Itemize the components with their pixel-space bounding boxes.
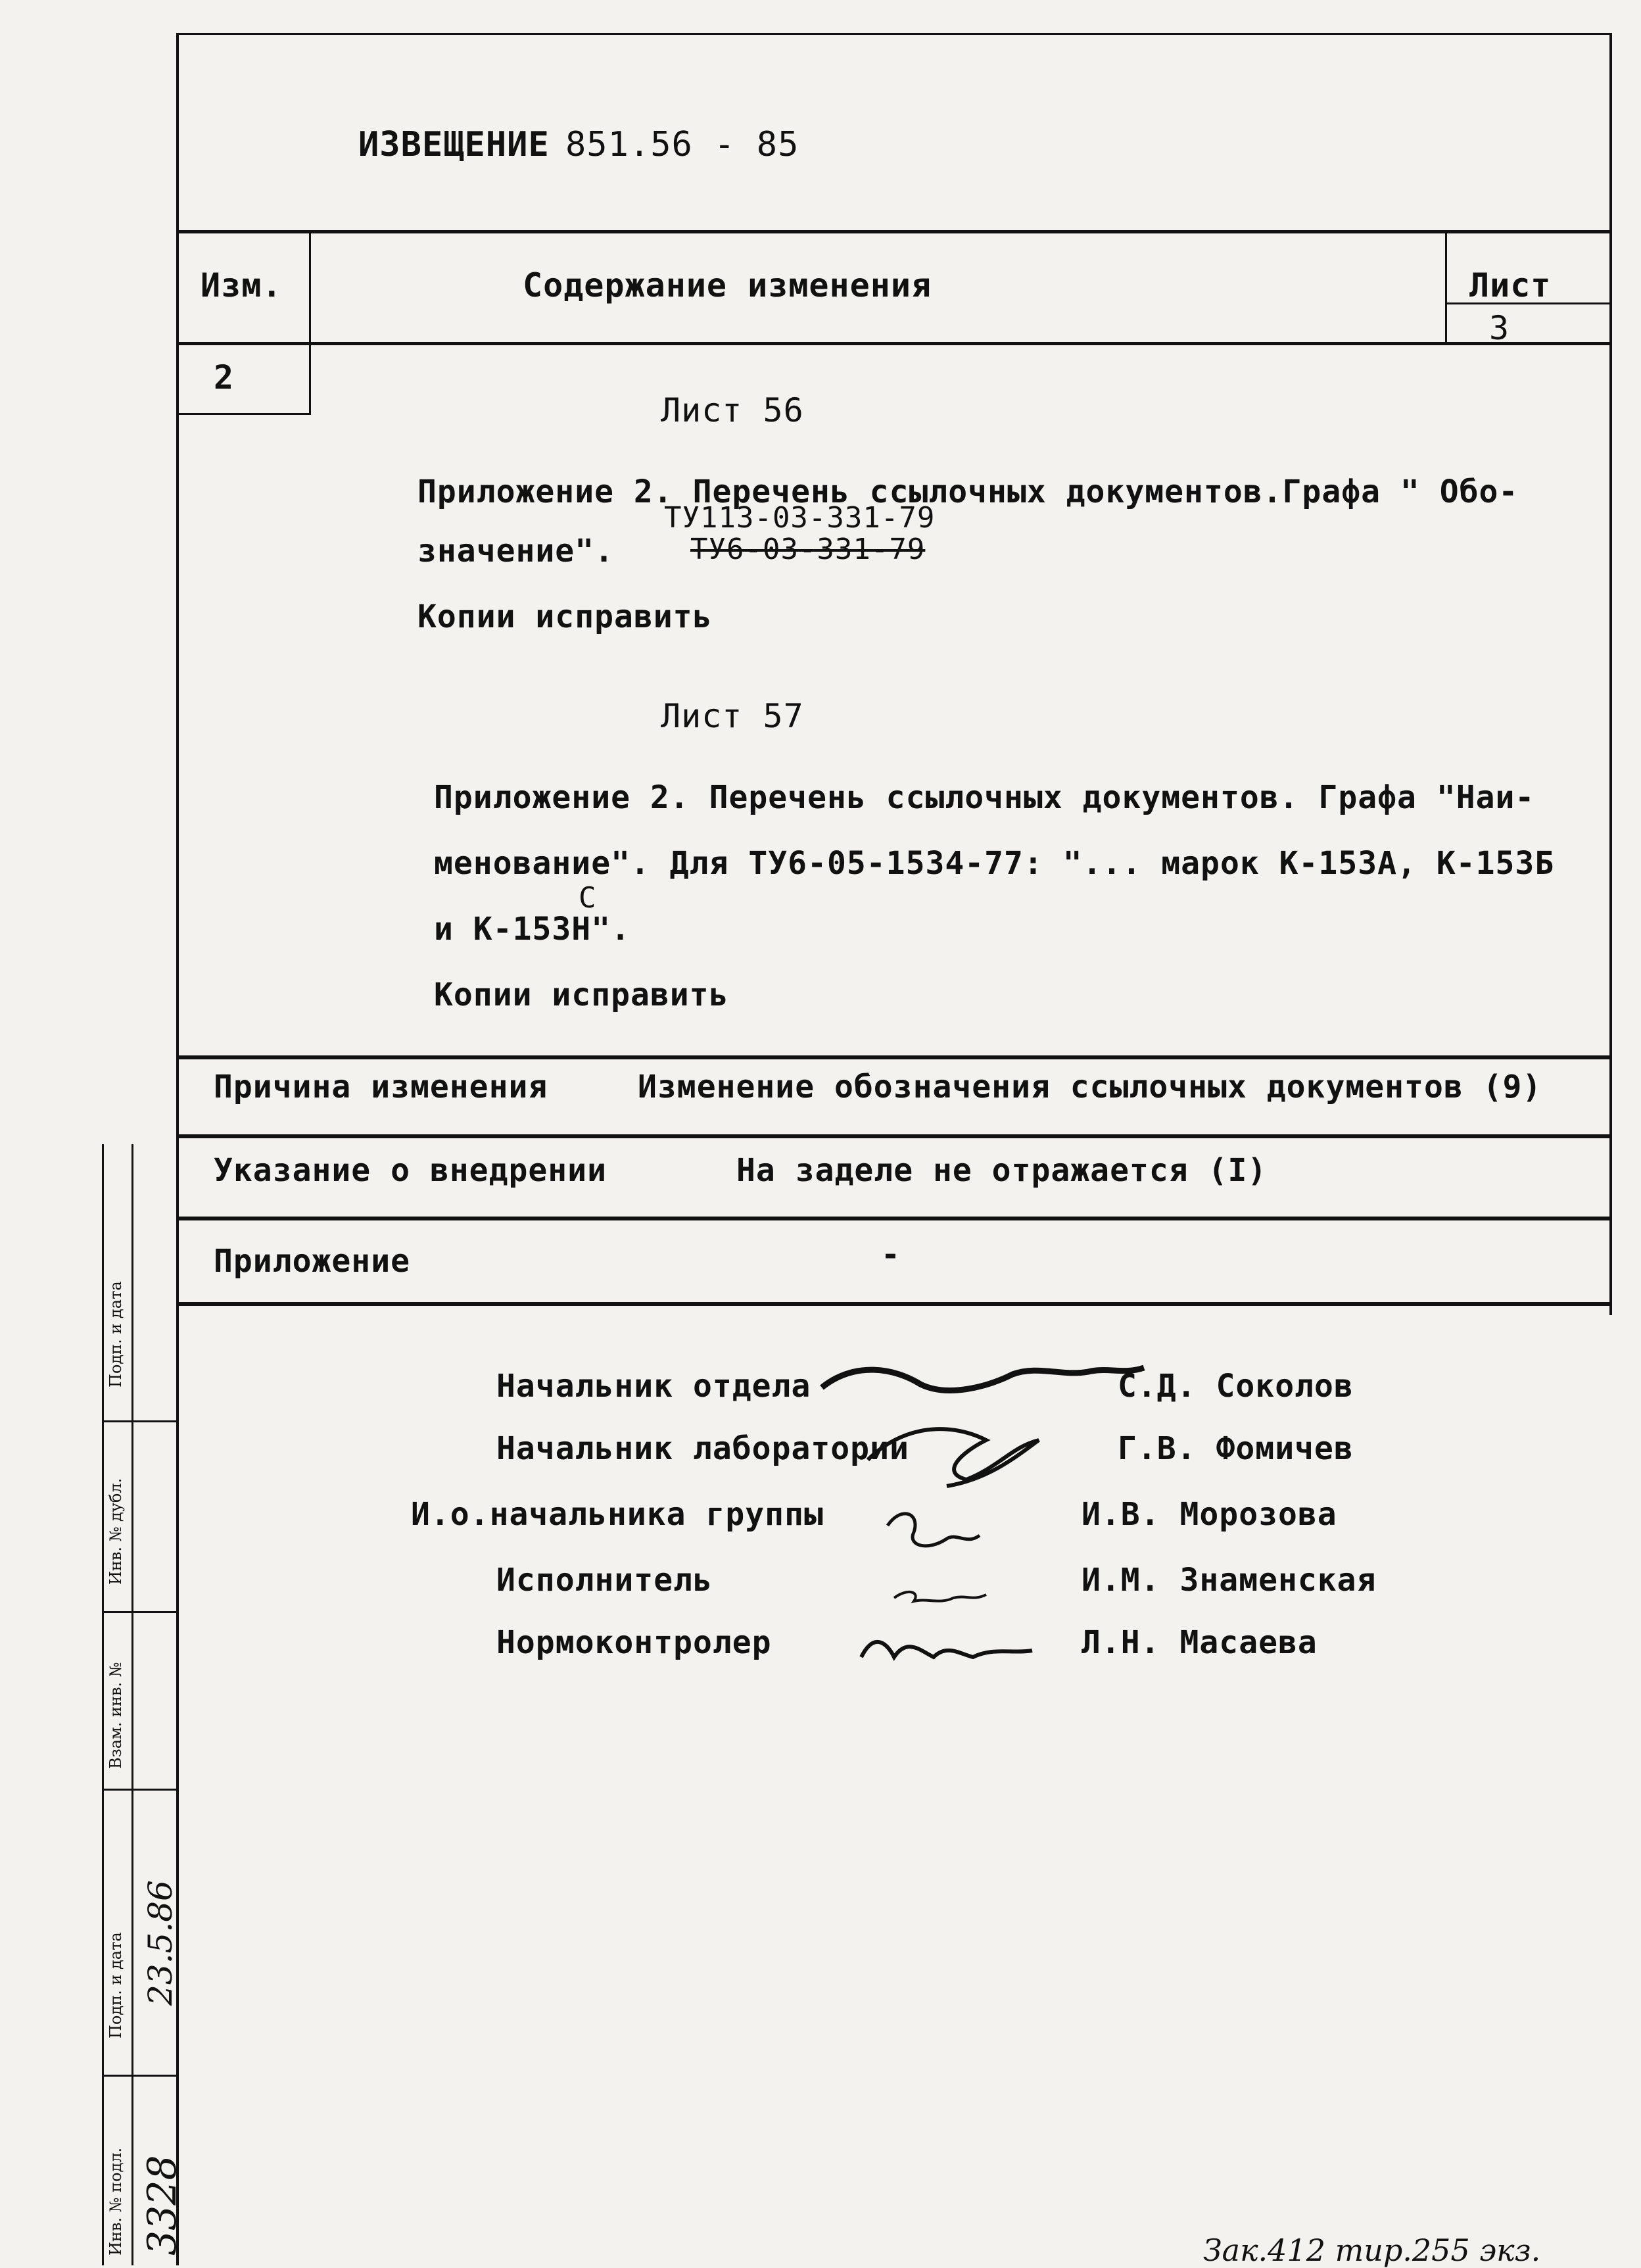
stamp-label-podp2: Подп. и дата [107,1932,125,2039]
signature-sokolov [822,1368,1144,1390]
reason-label: Причина изменения [214,1069,548,1105]
implementation-line-top [176,1134,1612,1138]
frame-top [176,33,1612,35]
p1-line2: значение". [417,533,614,569]
sheet-number: 3 [1489,309,1510,347]
sig-role-2: Начальник лаборатории [496,1430,909,1467]
p1-line1: Приложение 2. Перечень ссылочных документов.Графа " Обо- [417,473,1519,510]
p1-insert: ТУ113-03-331-79 [664,501,936,535]
p2-line1: Приложение 2. Перечень ссылочных документов. Графа "Наи- [434,779,1535,816]
col-divider-2 [1445,230,1447,345]
notice-number: 851.56 - 85 [565,125,799,164]
appendix-line-top [176,1217,1612,1220]
implementation-label: Указание о внедрении [214,1152,607,1189]
signature-marks [815,1348,1157,1677]
stamp-label-vzam: Взам. инв. № [107,1662,125,1769]
stamp-divider-3 [102,1789,178,1791]
p2-line3: и К-153Н". [434,911,630,948]
sig-name-2: Г.В. Фомичев [1118,1430,1354,1467]
change-cell-bottom [176,413,311,415]
col-content-header: Содержание изменения [523,266,932,304]
appendix-line-bottom [176,1302,1612,1306]
reason-line-top [176,1055,1612,1059]
bottom-print-note: Зак.412 тир.255 экз. [1203,2232,1541,2268]
frame-right [1609,33,1612,1315]
sig-name-4: И.М. Знаменская [1082,1562,1377,1599]
signature-morozova [888,1514,980,1546]
sig-name-1: С.Д. Соколов [1118,1368,1354,1405]
signature-znamenskaya [894,1592,986,1601]
sig-role-4: Исполнитель [496,1562,713,1599]
stamp-divider-2 [102,1611,178,1613]
stamp-inv-number: 3328 [139,2155,185,2256]
appendix-label: Приложение [214,1243,410,1280]
sig-role-5: Нормоконтролер [496,1624,772,1661]
sig-role-1: Начальник отдела [496,1368,811,1405]
stamp-divider-4 [102,2075,178,2077]
change-number: 2 [214,358,235,397]
sig-name-3: И.В. Морозова [1082,1496,1337,1533]
signature-fomichev [868,1429,1039,1486]
sheet57-title: Лист 57 [661,697,804,735]
col-change-header: Изм. [201,266,283,304]
stamp-inner-divider [131,1144,133,2265]
p1-action: Копии исправить [417,598,713,635]
notice-label: ИЗВЕЩЕНИЕ [358,125,550,164]
sig-name-5: Л.Н. Масаева [1082,1624,1318,1661]
p1-struck: ТУ6-03-331-79 [690,533,926,566]
stamp-label-inv-dubl: Инв. № дубл. [107,1478,125,1585]
stamp-divider-1 [102,1420,178,1422]
implementation-value: На заделе не отражается (I) [736,1152,1268,1189]
stamp-label-podp1: Подп. и дата [107,1281,125,1387]
col-divider-1 [309,230,311,414]
sig-role-3: И.о.начальника группы [411,1496,824,1533]
reason-value: Изменение обозначения ссылочных документов (9) [638,1069,1542,1105]
appendix-value: - [881,1236,901,1273]
col-sheet-header: Лист [1469,266,1552,304]
signature-masaeva [861,1642,1032,1657]
p2-line2: менование". Для ТУ6-05-1534-77: "... марок К-153А, К-153Б [434,845,1555,882]
header-line-top [176,230,1612,233]
stamp-label-inv-podl: Инв. № подл. [107,2147,125,2256]
stamp-handwritten-date: 23.5.86 [141,1880,179,2006]
p2-insert: С [579,881,597,915]
p2-action: Копии исправить [434,977,729,1013]
header-line-bottom [176,342,1612,345]
sheet56-title: Лист 56 [661,391,804,429]
stamp-outer-left [102,1144,104,2265]
